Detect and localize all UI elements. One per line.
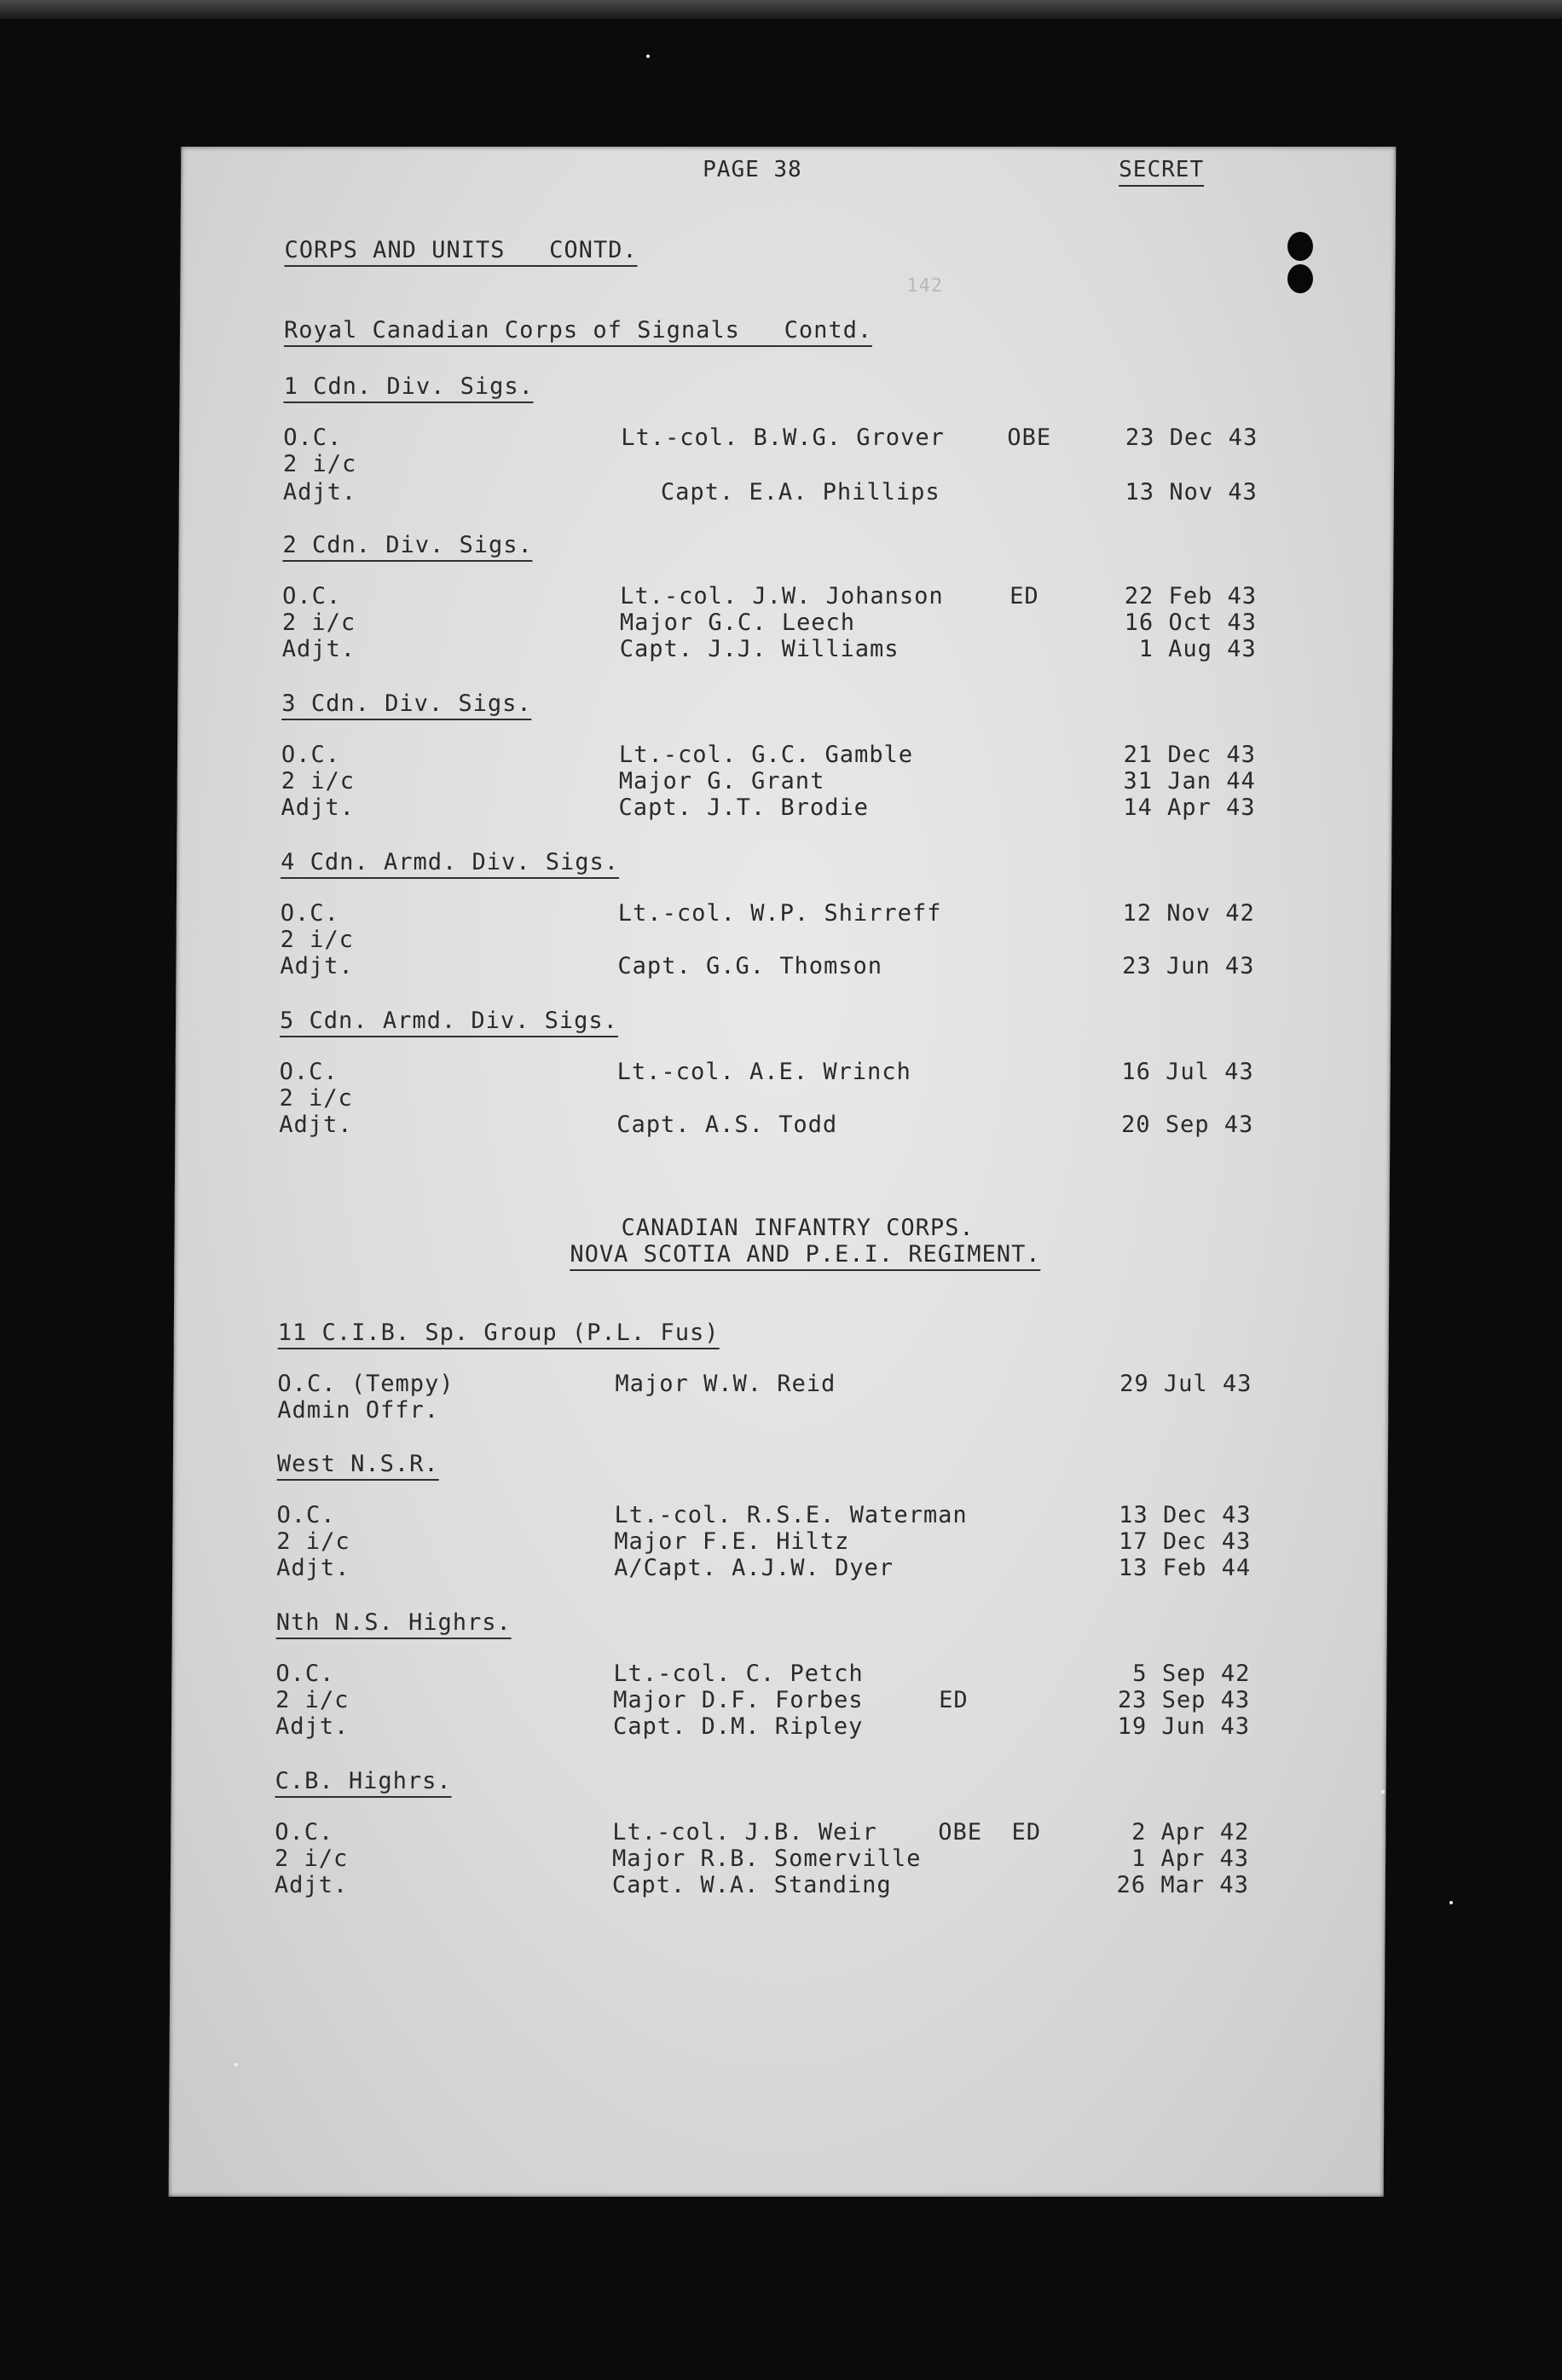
officer-name: Lt.-col. G.C. Gamble bbox=[618, 742, 914, 768]
officer-name: Capt. A.S. Todd bbox=[616, 1112, 838, 1138]
unit-heading: 4 Cdn. Armd. Div. Sigs. bbox=[281, 849, 619, 879]
role-label: O.C. (Tempy) bbox=[277, 1371, 454, 1397]
appointment-date: 16 Jul 43 bbox=[1121, 1059, 1254, 1085]
role-label: O.C. bbox=[282, 583, 342, 609]
faint-stamp-number: 142 bbox=[906, 275, 944, 297]
appointment-date: 23 Dec 43 bbox=[1125, 425, 1258, 451]
binder-hole-mark bbox=[1287, 232, 1313, 261]
appointment-date: 2 Apr 42 bbox=[1131, 1819, 1250, 1846]
officer-name: Capt. J.J. Williams bbox=[619, 636, 900, 662]
officer-name: Lt.-col. W.P. Shirreff bbox=[617, 900, 942, 927]
document-page bbox=[169, 147, 1397, 2197]
appointment-date: 1 Apr 43 bbox=[1131, 1846, 1250, 1872]
role-label: O.C. bbox=[279, 1059, 338, 1085]
role-label: Adjt. bbox=[280, 953, 354, 979]
officer-name: A/Capt. A.J.W. Dyer bbox=[614, 1555, 894, 1581]
role-label: 2 i/c bbox=[282, 451, 357, 477]
officer-name: Lt.-col. R.S.E. Waterman bbox=[614, 1502, 968, 1528]
appointment-date: 5 Sep 42 bbox=[1132, 1661, 1251, 1687]
officer-name: Major D.F. Forbes bbox=[613, 1687, 864, 1713]
unit-heading: Nth N.S. Highrs. bbox=[276, 1609, 512, 1639]
unit-heading: 3 Cdn. Div. Sigs. bbox=[281, 690, 532, 720]
appointment-date: 22 Feb 43 bbox=[1124, 583, 1258, 609]
role-label: 2 i/c bbox=[274, 1846, 349, 1872]
role-label: O.C. bbox=[283, 425, 343, 451]
appointment-date: 12 Nov 42 bbox=[1122, 900, 1255, 927]
appointment-date: 31 Jan 44 bbox=[1123, 768, 1256, 794]
officer-name: Capt. E.A. Phillips bbox=[660, 479, 940, 505]
role-label: Adjt. bbox=[274, 1872, 349, 1898]
appointment-date: 26 Mar 43 bbox=[1116, 1872, 1249, 1898]
role-label: O.C. bbox=[275, 1819, 334, 1846]
officer-name: Major W.W. Reid bbox=[615, 1371, 836, 1397]
appointment-date: 13 Dec 43 bbox=[1119, 1502, 1252, 1528]
unit-heading: C.B. Highrs. bbox=[275, 1768, 452, 1798]
scan-speck bbox=[646, 55, 650, 58]
role-label: Adjt. bbox=[281, 794, 355, 821]
scan-speck bbox=[1381, 1790, 1385, 1794]
officer-name: Major G.C. Leech bbox=[619, 609, 856, 636]
role-label: 2 i/c bbox=[275, 1687, 350, 1713]
role-label: Adjt. bbox=[282, 479, 357, 505]
officer-name: Major R.B. Somerville bbox=[611, 1846, 922, 1872]
appointment-date: 23 Sep 43 bbox=[1117, 1687, 1251, 1713]
role-label: O.C. bbox=[276, 1502, 336, 1528]
honours: ED bbox=[1010, 583, 1039, 609]
unit-heading: 5 Cdn. Armd. Div. Sigs. bbox=[280, 1008, 618, 1037]
appointment-date: 23 Jun 43 bbox=[1122, 953, 1255, 979]
role-label: Adjt. bbox=[276, 1555, 350, 1581]
role-label: O.C. bbox=[281, 742, 341, 768]
officer-name: Capt. D.M. Ripley bbox=[612, 1713, 864, 1740]
role-label: 2 i/c bbox=[276, 1528, 350, 1555]
main-heading: CORPS AND UNITS CONTD. bbox=[284, 237, 637, 267]
role-label: 2 i/c bbox=[279, 1085, 353, 1112]
unit-heading: 11 C.I.B. Sp. Group (P.L. Fus) bbox=[278, 1320, 720, 1349]
page-number: PAGE 38 bbox=[703, 157, 802, 182]
officer-name: Major F.E. Hiltz bbox=[614, 1528, 850, 1555]
appointment-date: 20 Sep 43 bbox=[1120, 1112, 1254, 1138]
honours: OBE bbox=[1007, 425, 1052, 451]
officer-name: Capt. J.T. Brodie bbox=[618, 794, 870, 821]
scan-speck bbox=[1449, 1901, 1453, 1904]
appointment-date: 17 Dec 43 bbox=[1118, 1528, 1252, 1555]
unit-heading: West N.S.R. bbox=[277, 1451, 439, 1481]
officer-name: Lt.-col. J.W. Johanson bbox=[620, 583, 944, 609]
role-label: O.C. bbox=[280, 900, 339, 927]
officer-name: Lt.-col. A.E. Wrinch bbox=[616, 1059, 911, 1085]
scan-top-edge bbox=[0, 0, 1562, 19]
role-label: 2 i/c bbox=[280, 927, 355, 953]
role-label: 2 i/c bbox=[281, 609, 356, 636]
appointment-date: 14 Apr 43 bbox=[1123, 794, 1256, 821]
appointment-date: 16 Oct 43 bbox=[1124, 609, 1258, 636]
officer-name: Lt.-col. C. Petch bbox=[613, 1661, 864, 1687]
appointment-date: 1 Aug 43 bbox=[1138, 636, 1257, 662]
honours: ED bbox=[939, 1687, 969, 1713]
role-label: 2 i/c bbox=[281, 768, 356, 794]
appointment-date: 21 Dec 43 bbox=[1123, 742, 1257, 768]
section-heading-infantry: CANADIAN INFANTRY CORPS. bbox=[621, 1215, 975, 1241]
appointment-date: 19 Jun 43 bbox=[1117, 1713, 1251, 1740]
role-label: O.C. bbox=[275, 1661, 335, 1687]
unit-heading: 2 Cdn. Div. Sigs. bbox=[282, 532, 533, 562]
role-label: Adjt. bbox=[281, 636, 356, 662]
officer-name: Major G. Grant bbox=[618, 768, 825, 794]
appointment-date: 13 Nov 43 bbox=[1125, 479, 1258, 505]
officer-name: Lt.-col. B.W.G. Grover bbox=[621, 425, 945, 451]
scan-speck bbox=[234, 2063, 238, 2066]
role-label: Admin Offr. bbox=[277, 1397, 440, 1424]
binder-hole-mark bbox=[1287, 264, 1313, 293]
honours: OBE ED bbox=[938, 1819, 1042, 1846]
classification-label: SECRET bbox=[1119, 157, 1204, 187]
unit-heading: 1 Cdn. Div. Sigs. bbox=[284, 373, 535, 403]
officer-name: Lt.-col. J.B. Weir bbox=[612, 1819, 877, 1846]
role-label: Adjt. bbox=[279, 1112, 353, 1138]
regiment-heading: NOVA SCOTIA AND P.E.I. REGIMENT. bbox=[570, 1241, 1040, 1271]
appointment-date: 29 Jul 43 bbox=[1119, 1371, 1252, 1397]
appointment-date: 13 Feb 44 bbox=[1118, 1555, 1252, 1581]
officer-name: Capt. G.G. Thomson bbox=[617, 953, 883, 979]
section-heading-signals: Royal Canadian Corps of Signals Contd. bbox=[284, 317, 872, 347]
role-label: Adjt. bbox=[275, 1713, 350, 1740]
officer-name: Capt. W.A. Standing bbox=[611, 1872, 892, 1898]
